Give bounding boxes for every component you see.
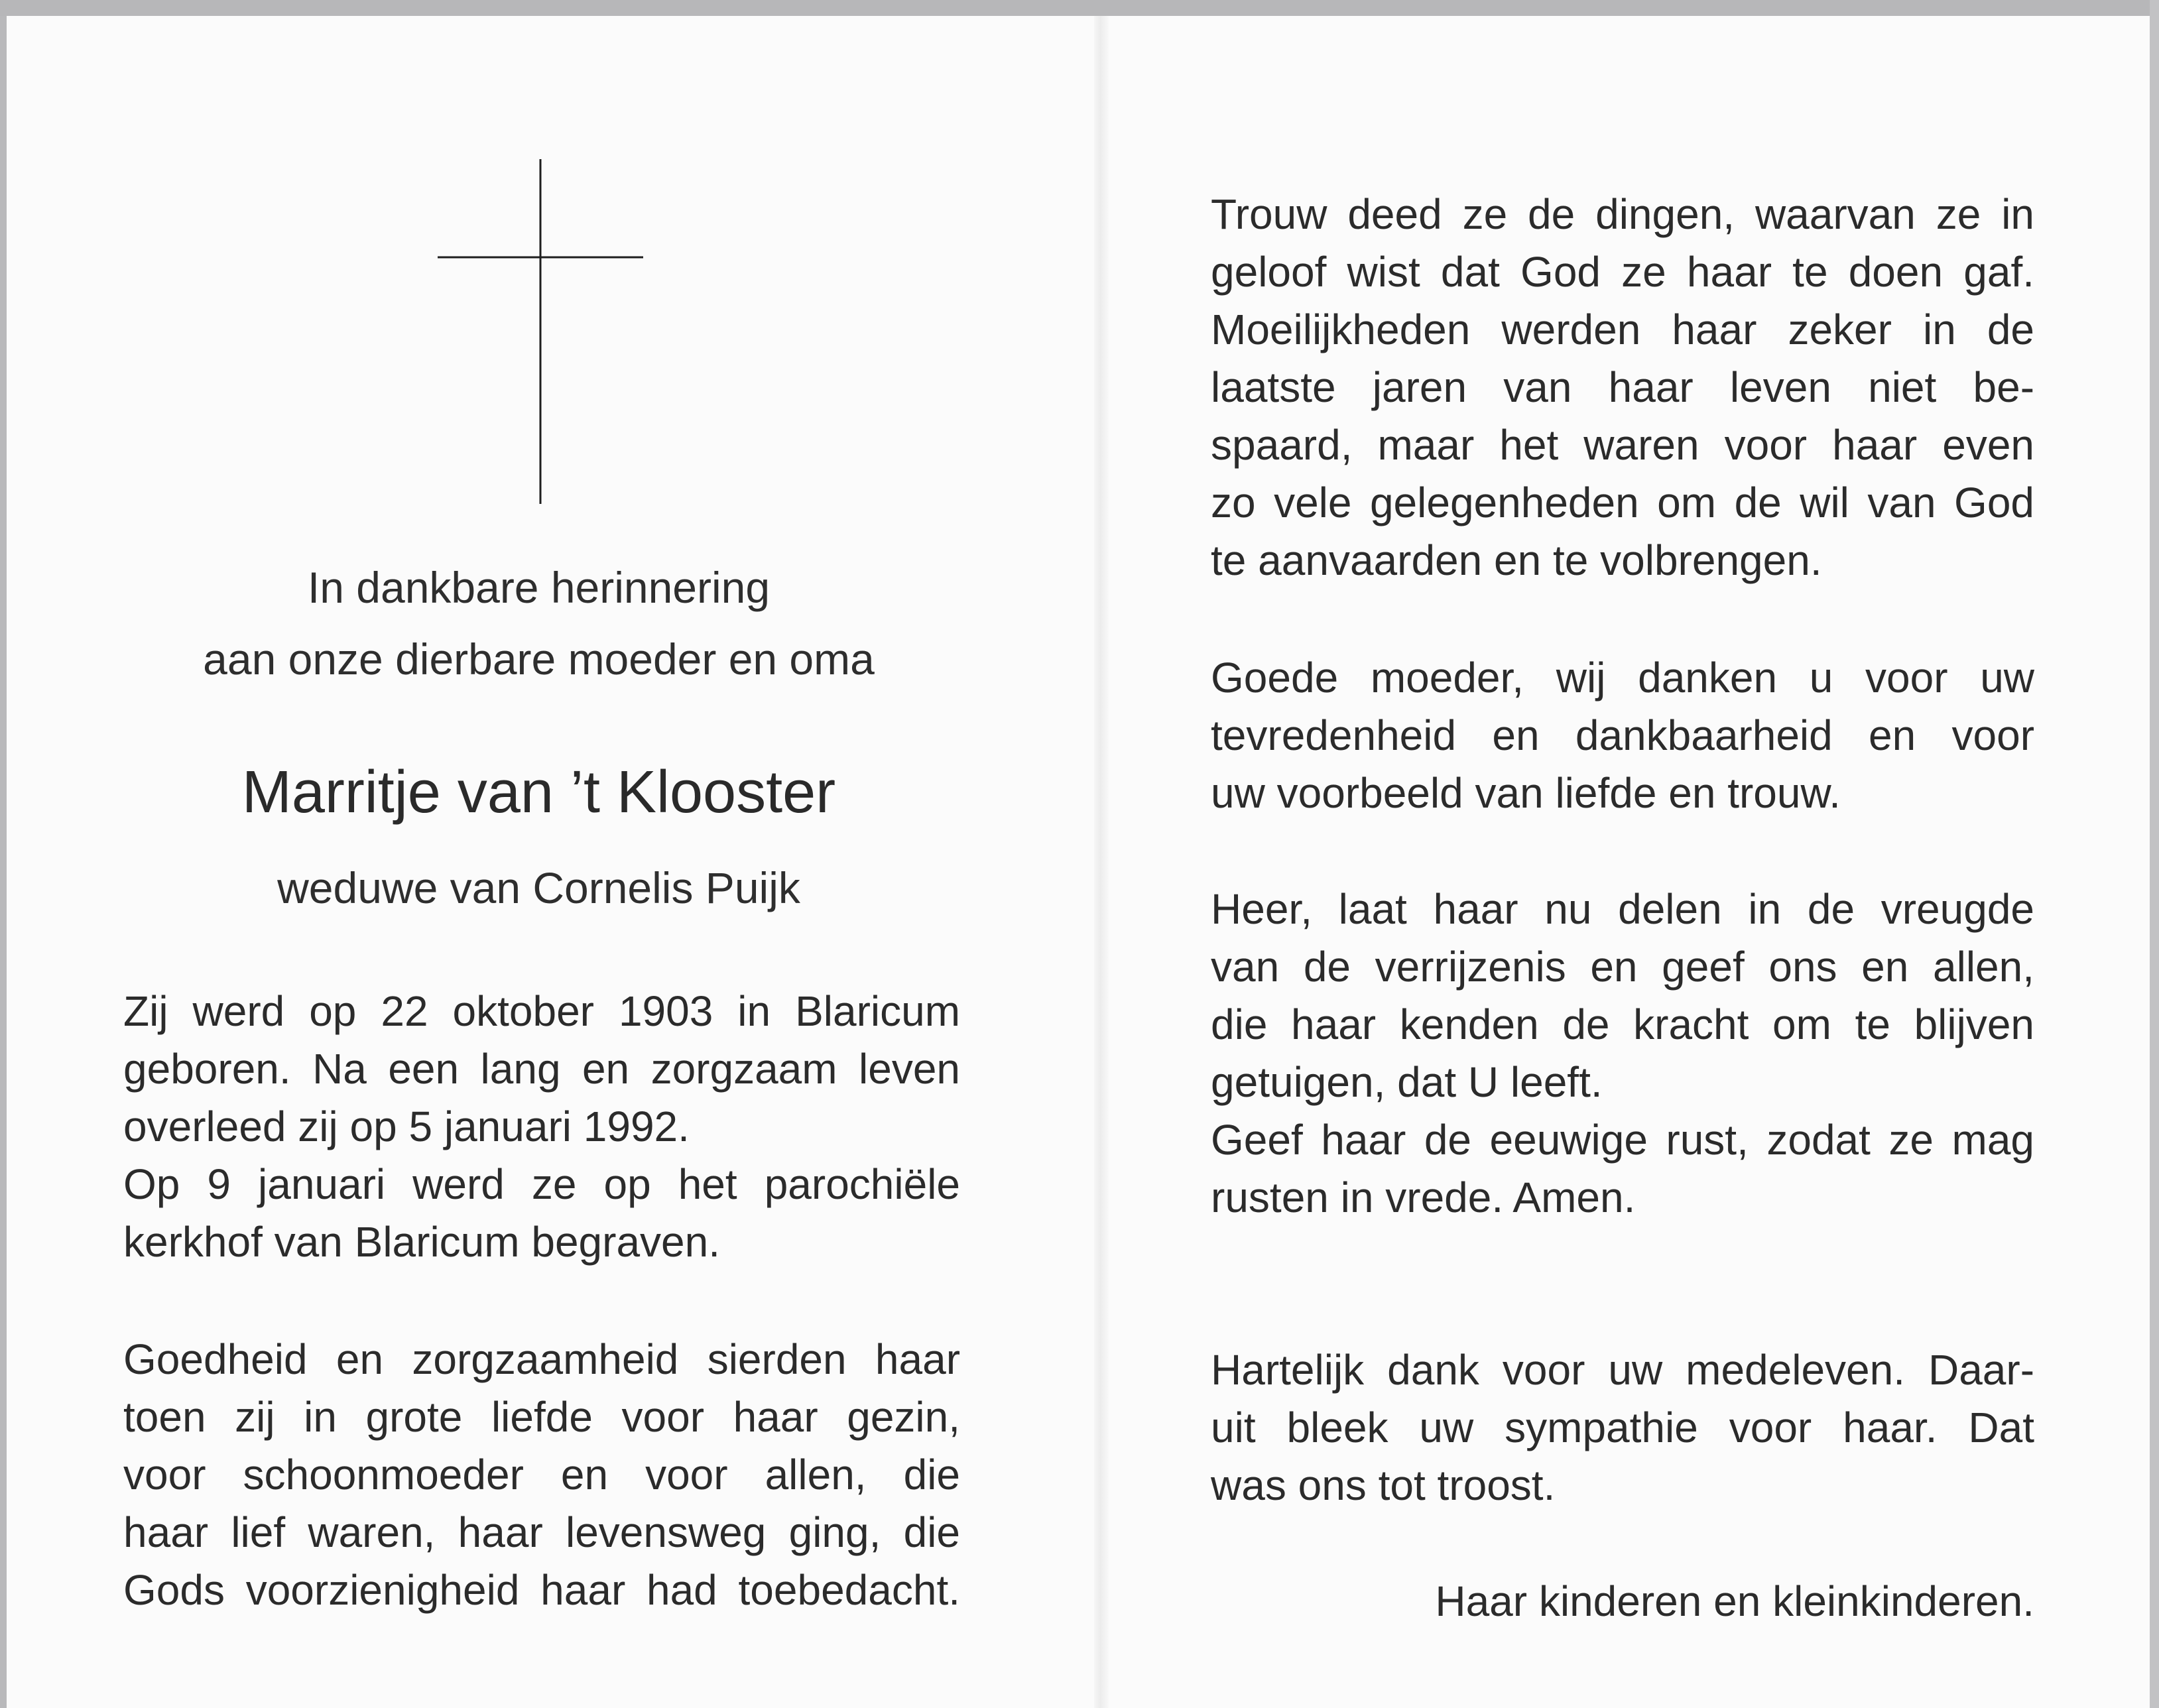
right-page xyxy=(1109,16,2150,1708)
text-line: Heer, laat haar nu delen in de vreugde xyxy=(1211,885,2034,933)
text-line: zo vele gelegenheden om de wil van God xyxy=(1211,479,2034,526)
text-line: geloof wist dat God ze haar te doen gaf. xyxy=(1211,248,2034,296)
text-line: Op 9 januari werd ze op het parochiële xyxy=(123,1160,960,1208)
text-line: die haar kenden de kracht om te blijven xyxy=(1211,1001,2034,1048)
text-line: laatste jaren van haar leven niet be- xyxy=(1211,363,2034,411)
thanks-mother-paragraph xyxy=(1211,649,2034,822)
text-line: overleed zij op 5 januari 1992. xyxy=(123,1103,690,1150)
memorial-card xyxy=(7,16,2150,1708)
deceased-name: Marritje van ’t Klooster xyxy=(241,759,836,825)
text-line: van de verrijzenis en geef ons en allen, xyxy=(1211,943,2034,991)
text-line: toen zij in grote liefde voor haar gezin, xyxy=(123,1393,960,1441)
prayer-paragraph xyxy=(1211,881,2034,1227)
scan-background-right xyxy=(2150,0,2159,1708)
widow-of: weduwe van Cornelis Puijk xyxy=(277,863,800,912)
text-line: Hartelijk dank voor uw medeleven. Daar- xyxy=(1211,1346,2034,1394)
text-line: haar lief waren, haar levensweg ging, die xyxy=(123,1508,960,1556)
cross-icon xyxy=(438,159,643,504)
scan-background-top xyxy=(0,0,2159,16)
thanks-sympathy-paragraph xyxy=(1211,1341,2034,1514)
text-line: tevredenheid en dankbaarheid en voor xyxy=(1211,711,2034,759)
text-line: geboren. Na een lang en zorgzaam leven xyxy=(123,1045,960,1093)
dedication-line-2: aan onze dierbare moeder en oma xyxy=(203,635,875,684)
text-line: Goedheid en zorgzaamheid sierden haar xyxy=(123,1335,960,1383)
text-line: getuigen, dat U leeft. xyxy=(1211,1058,1603,1106)
text-line: kerkhof van Blaricum begraven. xyxy=(123,1218,720,1266)
left-page xyxy=(7,16,1094,1708)
text-line: Goede moeder, wij danken u voor uw xyxy=(1211,654,2034,702)
text-line: Trouw deed ze de dingen, waarvan ze in xyxy=(1211,190,2034,238)
card-fold xyxy=(1094,16,1109,1708)
text-line: Gods voorzienigheid haar had toebedacht. xyxy=(123,1566,960,1614)
text-line: was ons tot troost. xyxy=(1211,1461,1556,1509)
text-line: voor schoonmoeder en voor allen, die xyxy=(123,1451,960,1498)
character-paragraph xyxy=(123,1331,960,1619)
text-line: Geef haar de eeuwige rust, zodat ze mag xyxy=(1211,1116,2034,1164)
text-line: uw voorbeeld van liefde en trouw. xyxy=(1211,769,1841,817)
dedication-line-1: In dankbare herinnering xyxy=(307,563,771,612)
dedication xyxy=(106,552,971,695)
faith-paragraph xyxy=(1211,186,2034,589)
text-line: Zij werd op 22 oktober 1903 in Blaricum xyxy=(123,987,960,1035)
biography-paragraph xyxy=(123,983,960,1271)
text-line: te aanvaarden en te volbrengen. xyxy=(1211,536,1822,584)
text-line: uit bleek uw sympathie voor haar. Dat xyxy=(1211,1404,2034,1451)
text-line: rusten in vrede. Amen. xyxy=(1211,1174,1636,1221)
text-line: spaard, maar het waren voor haar even xyxy=(1211,421,2034,469)
text-line: Moeilijkheden werden haar zeker in de xyxy=(1211,306,2034,353)
signature: Haar kinderen en kleinkinderen. xyxy=(1435,1577,2034,1625)
